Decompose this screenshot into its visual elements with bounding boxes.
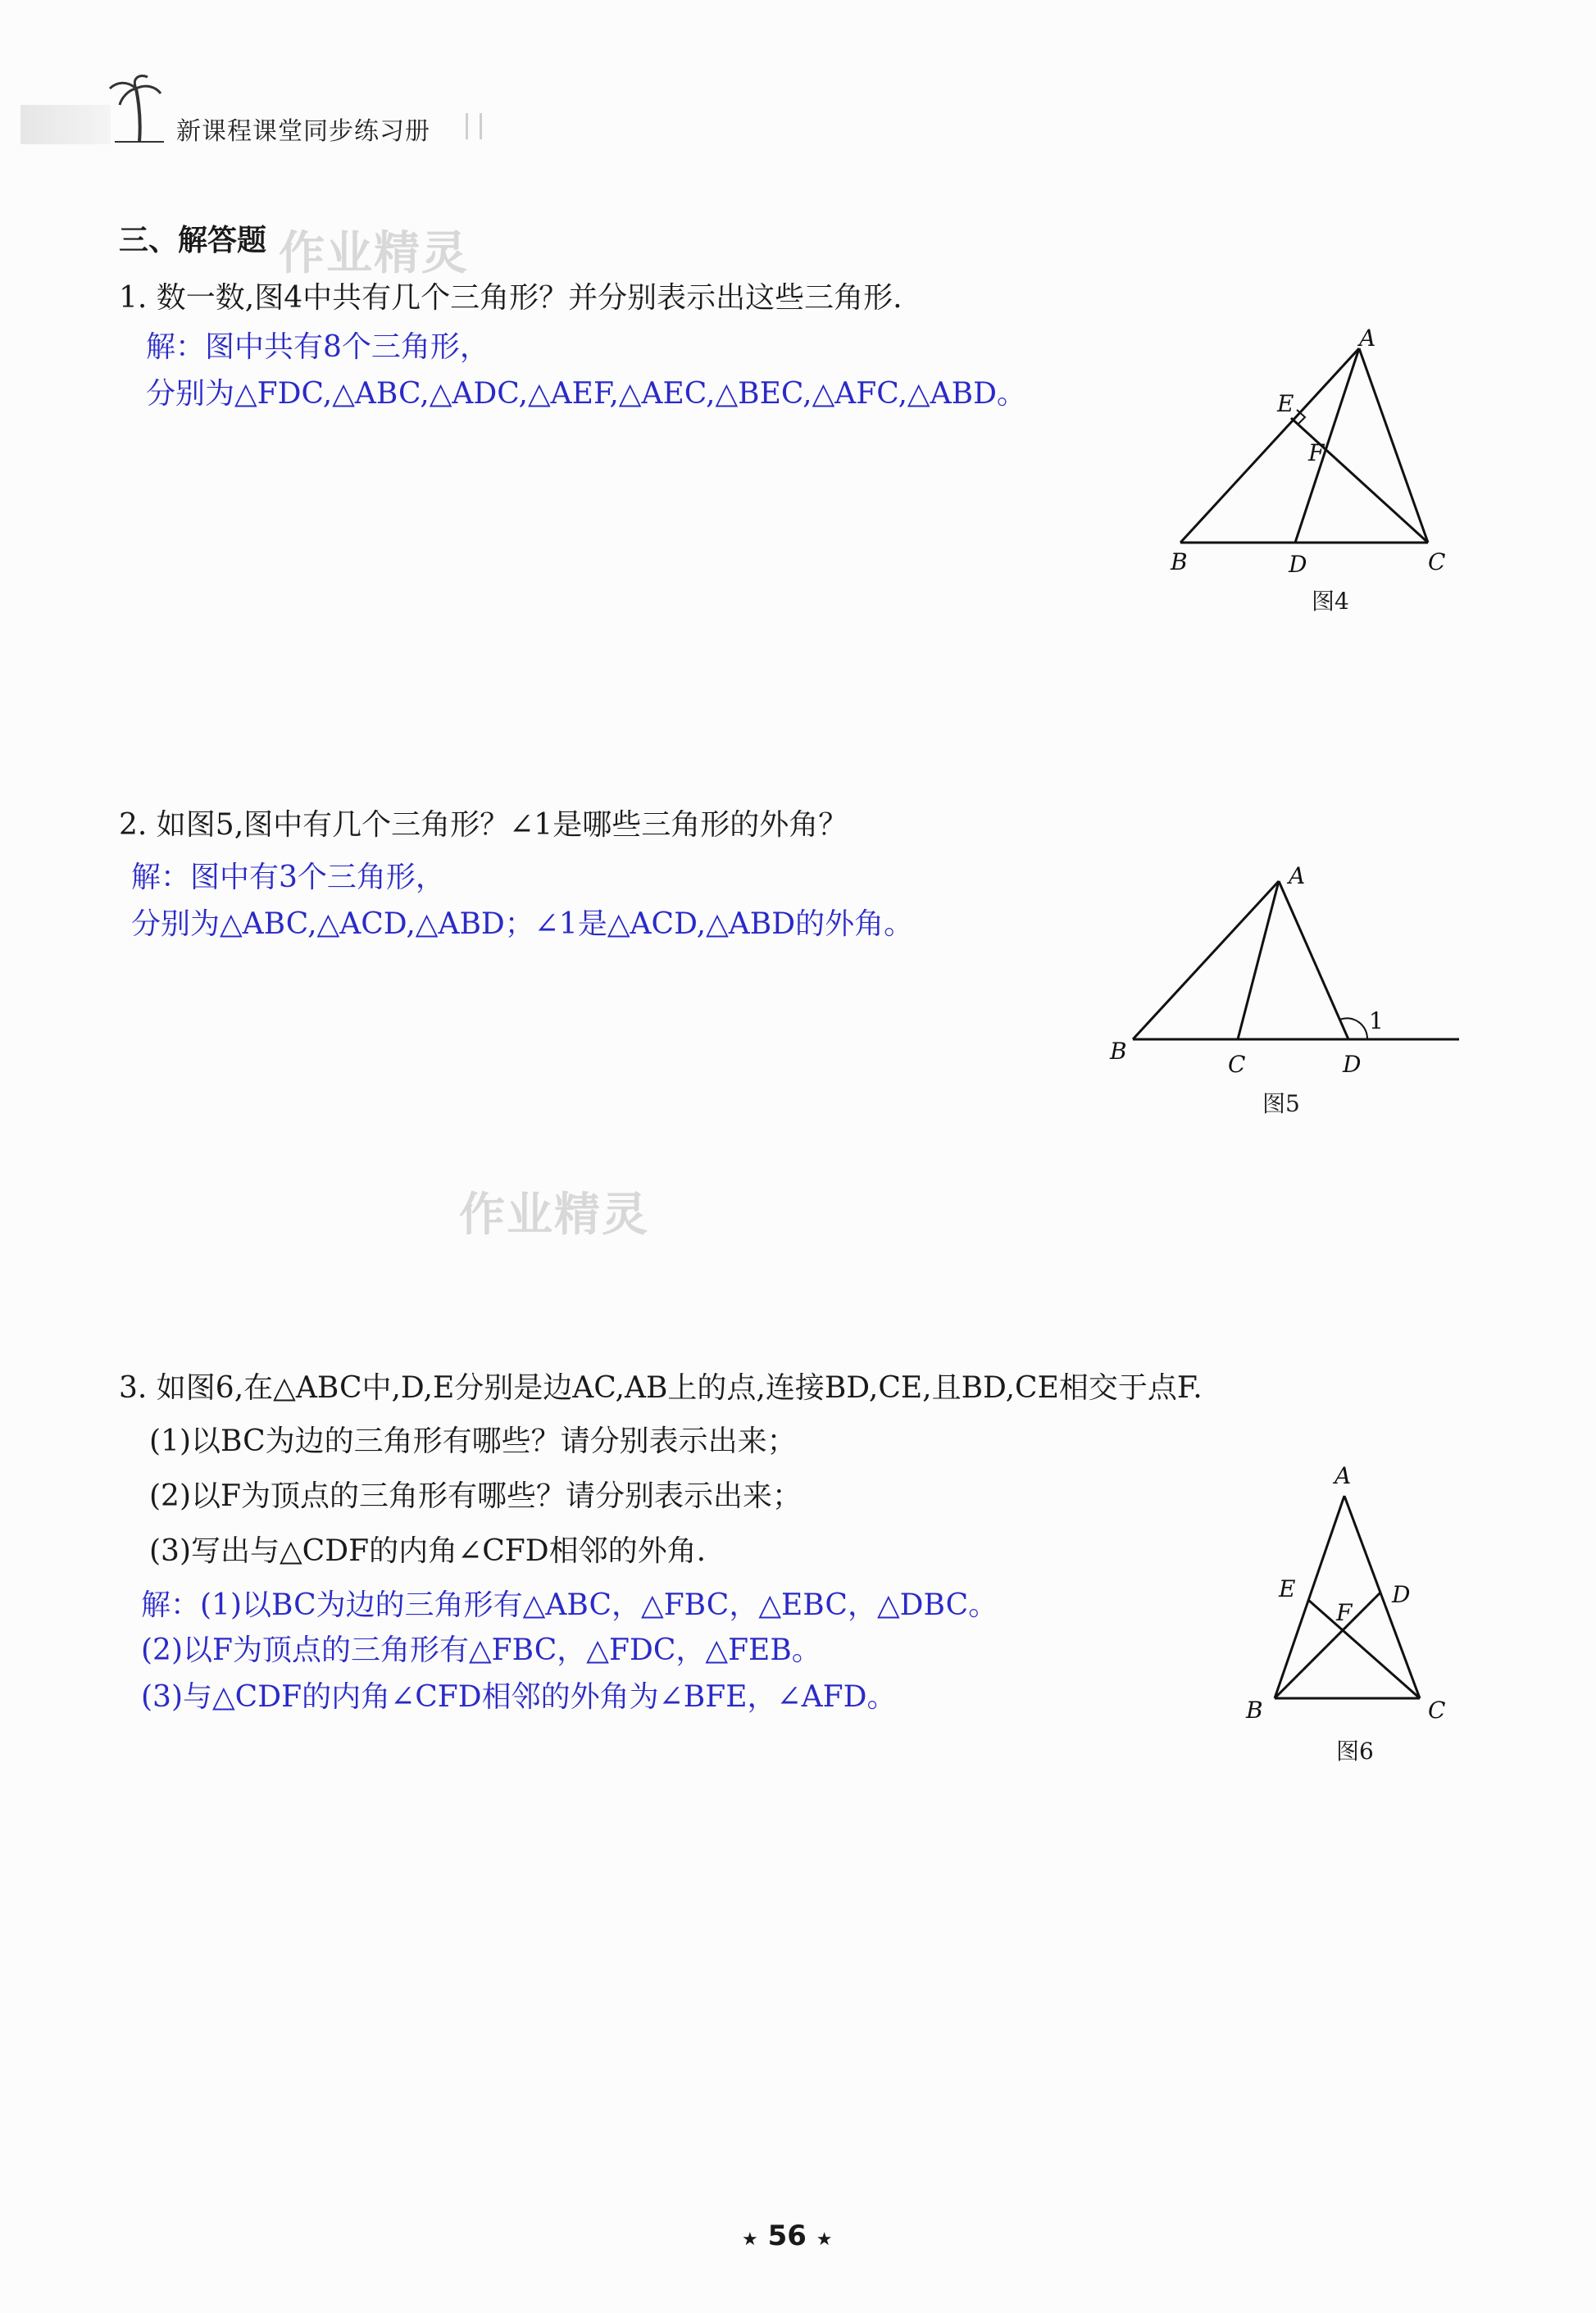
question-3-sub-3: (3)写出与△CDF的内角∠CFD相邻的外角. <box>149 1534 707 1568</box>
section-title: 三、解答题 <box>119 224 267 257</box>
fig4-label-D: D <box>1289 551 1307 578</box>
fig5-label-A: A <box>1289 862 1306 889</box>
question-1-text: 1. 数一数,图4中共有几个三角形？并分别表示出这些三角形. <box>119 281 903 315</box>
header-end-marks <box>466 113 482 139</box>
answer-3-line-3: (3)与△CDF的内角∠CFD相邻的外角为∠BFE，∠AFD。 <box>141 1680 897 1714</box>
fig5-label-angle-1: 1 <box>1369 1007 1384 1034</box>
fig4-line-EC <box>1291 418 1428 543</box>
fig5-label-D: D <box>1343 1051 1362 1078</box>
fig6-label-B: B <box>1246 1697 1263 1721</box>
fig4-label-C: C <box>1428 548 1446 575</box>
watermark-text: 作业精灵 <box>279 227 469 280</box>
fig4-label-E: E <box>1277 390 1294 417</box>
answer-2-line-1: 解：图中有3个三角形， <box>131 861 445 894</box>
fig4-line-AD <box>1295 348 1359 543</box>
fig5-label-C: C <box>1228 1051 1246 1078</box>
answer-1-line-1: 解：图中共有8个三角形， <box>146 330 489 364</box>
fig4-label-A: A <box>1359 328 1376 352</box>
fig6-label-C: C <box>1428 1697 1446 1721</box>
fig4-label-B: B <box>1171 548 1188 575</box>
palm-tree-icon <box>107 72 172 146</box>
figure-5-caption: 图5 <box>1262 1090 1300 1117</box>
question-3-sub-1: (1)以BC为边的三角形有哪些？请分别表示出来； <box>149 1425 797 1458</box>
fig5-line-AB <box>1133 881 1279 1039</box>
fig5-label-B: B <box>1110 1038 1127 1065</box>
figure-4-caption: 图4 <box>1312 588 1349 615</box>
figure-5 <box>1098 852 1476 1098</box>
fig6-label-F: F <box>1336 1599 1353 1626</box>
question-3-sub-2: (2)以F为顶点的三角形有哪些？请分别表示出来； <box>149 1479 802 1513</box>
figure-4 <box>1148 328 1476 590</box>
answer-3-line-2: (2)以F为顶点的三角形有△FBC，△FDC，△FEB。 <box>141 1634 821 1667</box>
question-2-text: 2. 如图5,图中有几个三角形？∠1是哪些三角形的外角？ <box>119 808 848 842</box>
figure-6 <box>1230 1459 1476 1721</box>
answer-1-line-2: 分别为△FDC,△ABC,△ADC,△AEF,△AEC,△BEC,△AFC,△ABD。 <box>146 377 1026 411</box>
figure-6-caption: 图6 <box>1336 1738 1374 1765</box>
header-title: 新课程课堂同步练习册 <box>176 117 430 146</box>
page-number-value: 56 <box>767 2220 807 2252</box>
fig6-label-E: E <box>1279 1575 1296 1602</box>
fig6-label-A: A <box>1335 1462 1352 1489</box>
header-decoration <box>20 105 111 144</box>
answer-2-line-2: 分别为△ABC,△ACD,△ABD；∠1是△ACD,△ABD的外角。 <box>131 907 914 941</box>
answer-3-line-1: 解：(1)以BC为边的三角形有△ABC，△FBC，△EBC，△DBC。 <box>141 1588 998 1622</box>
watermark-text-2: 作业精灵 <box>459 1188 649 1242</box>
fig6-line-BD <box>1275 1593 1380 1698</box>
fig4-label-F: F <box>1308 439 1325 466</box>
fig4-line-AC <box>1359 348 1428 543</box>
fig6-label-D: D <box>1392 1581 1411 1608</box>
page-number-star-right: ★ <box>816 2229 833 2250</box>
page-number <box>742 2220 832 2252</box>
page-number-star-left: ★ <box>742 2229 758 2250</box>
fig4-line-AB <box>1180 348 1359 543</box>
question-3-text: 3. 如图6,在△ABC中,D,E分别是边AC,AB上的点,连接BD,CE,且BD,CE相交于点F. <box>119 1371 1203 1405</box>
fig5-line-AD <box>1279 881 1348 1039</box>
